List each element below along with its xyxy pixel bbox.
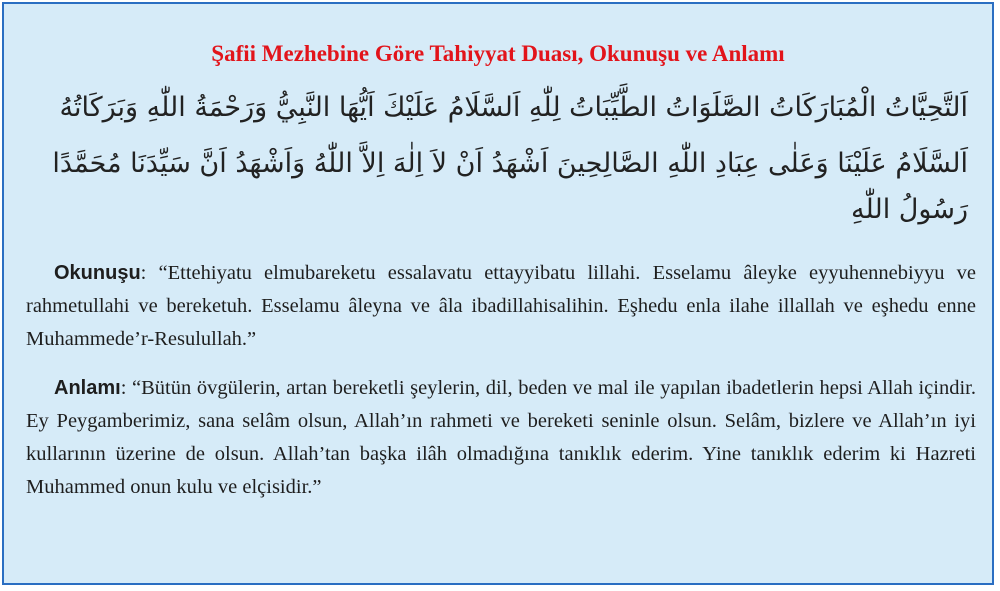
anlami-text: : “Bütün övgülerin, artan bereketli şeylerin, dil, beden ve mal ile yapılan ibadetlerin hepsi Allah içindir. Ey Peygamberimiz, sana selâm olsun, Allah’ın rahmeti ve bereketi seninle olsun. Selâm, bizlere ve Allah’ın iyi kullarının üzerine de olsun. Allah’tan başka ilâh olmadığına tanıklık ederim. Yine tanıklık ederim ki Hazreti Muhammed onun kulu ve elçisidir.”	[26, 377, 976, 498]
okunusu-label: Okunuşu	[54, 262, 141, 284]
anlami-paragraph	[26, 372, 976, 504]
arabic-text-line-1: اَلتَّحِيَّاتُ الْمُبَارَكَاتُ الصَّلَوَاتُ الطَّيِّبَاتُ لِلّٰهِ اَلسَّلَامُ عَلَيْكَ اَيُّهَا النَّبِيُّ وَرَحْمَةُ اللّٰهِ وَبَرَكَاتُهُ	[59, 92, 968, 123]
page-title: Şafii Mezhebine Göre Tahiyyat Duası, Okunuşu ve Anlamı	[211, 41, 785, 66]
dua-card	[2, 2, 994, 585]
okunusu-paragraph	[26, 257, 976, 356]
okunusu-text: : “Ettehiyatu elmubareketu essalavatu ettayyibatu lillahi. Esselamu âleyke eyyuhennebiyyu ve rahmetullahi ve bereketuh. Esselamu âleyna ve âla ibadillahisalihin. Eşhedu enla ilahe illallah ve eşhedu enne Muhammede’r-Resulullah.”	[26, 262, 976, 350]
arabic-text-line-3: رَسُولُ اللّٰهِ	[851, 194, 968, 225]
arabic-text-line-2: اَلسَّلَامُ عَلَيْنَا وَعَلٰى عِبَادِ اللّٰهِ الصَّالِحِينَ اَشْهَدُ اَنْ لاَ اِلٰهَ اِلاَّ اللّٰهُ وَاَشْهَدُ اَنَّ سَيِّدَنَا مُحَمَّدًا	[52, 148, 968, 179]
anlami-label: Anlamı	[54, 377, 121, 399]
